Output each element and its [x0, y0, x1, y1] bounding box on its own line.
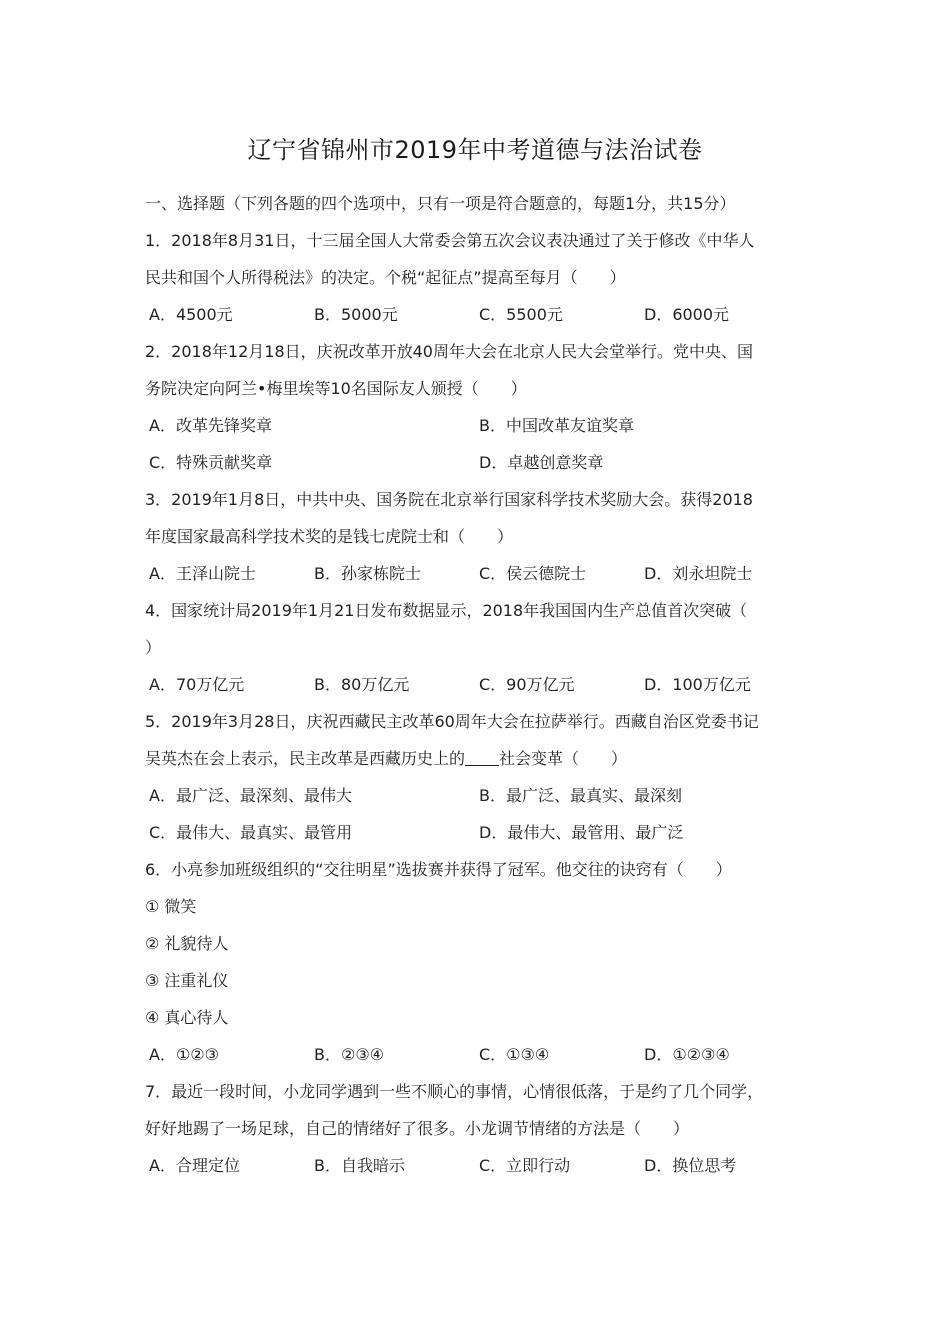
fill-in-blank — [465, 747, 499, 766]
option-b: B．自我暗示 — [314, 1156, 405, 1175]
question-5-stem-suffix: 社会变革（ ） — [499, 749, 628, 768]
option-d: D．刘永坦院士 — [644, 564, 753, 583]
question-2-stem-line-1: 2．2018年12月18日，庆祝改革开放40周年大会在北京人民大会堂举行。党中央、国 — [145, 342, 753, 361]
option-a: A．4500元 — [149, 305, 233, 324]
option-c: C．特殊贡献奖章 — [149, 453, 273, 472]
question-5-stem-prefix: 吴英杰在会上表示，民主改革是西藏历史上的 — [145, 749, 466, 768]
question-6-item-4: ④ 真心待人 — [145, 1008, 229, 1027]
question-1-stem-line-1: 1．2018年8月31日，十三届全国人大常委会第五次会议表决通过了关于修改《中华人 — [145, 231, 755, 250]
question-2-options — [145, 412, 810, 486]
question-3-stem-line-2: 年度国家最高科学技术奖的是钱七虎院士和（ ） — [145, 527, 514, 546]
question-6-item-1: ① 微笑 — [145, 897, 197, 916]
option-c: C．最伟大、最真实、最管用 — [149, 823, 353, 842]
page-title: 辽宁省锦州市2019年中考道德与法治试卷 — [247, 136, 703, 164]
option-d: D．卓越创意奖章 — [479, 453, 604, 472]
question-7-stem-line-1: 7．最近一段时间，小龙同学遇到一些不顺心的事情，心情很低落，于是约了几个同学， — [145, 1082, 764, 1101]
question-6-item-2: ② 礼貌待人 — [145, 934, 229, 953]
option-b: B．②③④ — [314, 1045, 385, 1064]
question-7-options — [145, 1152, 810, 1189]
option-d: D．100万亿元 — [644, 675, 751, 694]
option-c: C．立即行动 — [479, 1156, 571, 1175]
question-6-item-3: ③ 注重礼仪 — [145, 971, 229, 990]
option-c: C．侯云德院士 — [479, 564, 587, 583]
option-d: D．换位思考 — [644, 1156, 737, 1175]
question-3-options — [145, 560, 810, 597]
option-b: B．孙家栋院士 — [314, 564, 421, 583]
option-c: C．5500元 — [479, 305, 563, 324]
option-a: A．70万亿元 — [149, 675, 245, 694]
question-1-options — [145, 301, 810, 338]
question-5-options — [145, 782, 810, 856]
option-a: A．改革先锋奖章 — [149, 416, 272, 435]
option-a: A．王泽山院士 — [149, 564, 256, 583]
question-4-stem-line-2: ） — [145, 638, 162, 657]
option-a: A．最广泛、最深刻、最伟大 — [149, 786, 352, 805]
question-list — [145, 190, 810, 1189]
question-7-stem-line-2: 好好地踢了一场足球，自己的情绪好了很多。小龙调节情绪的方法是（ ） — [145, 1119, 690, 1138]
option-d: D．6000元 — [644, 305, 730, 324]
question-4-stem-line-1: 4．国家统计局2019年1月21日发布数据显示，2018年我国国内生产总值首次突破（ — [145, 601, 748, 620]
question-6-stem-line-1: 6．小亮参加班级组织的“交往明星”选拔赛并获得了冠军。他交往的诀窍有（ ） — [145, 860, 732, 879]
question-4-options — [145, 671, 810, 708]
question-6-options — [145, 1041, 810, 1078]
option-c: C．90万亿元 — [479, 675, 575, 694]
option-d: D．最伟大、最管用、最广泛 — [479, 823, 684, 842]
option-c: C．①③④ — [479, 1045, 550, 1064]
option-a: A．①②③ — [149, 1045, 219, 1064]
question-5-stem-line-1: 5．2019年3月28日，庆祝西藏民主改革60周年大会在拉萨举行。西藏自治区党委书记 — [145, 712, 759, 731]
question-1-stem-line-2: 民共和国个人所得税法》的决定。个税“起征点”提高至每月（ ） — [145, 268, 626, 287]
option-b: B．最广泛、最真实、最深刻 — [479, 786, 682, 805]
question-2-stem-line-2: 务院决定向阿兰•梅里埃等10名国际友人颁授（ ） — [145, 379, 527, 398]
question-3-stem-line-1: 3．2019年1月8日，中共中央、国务院在北京举行国家科学技术奖励大会。获得2018 — [145, 490, 753, 509]
option-b: B．中国改革友谊奖章 — [479, 416, 634, 435]
option-b: B．80万亿元 — [314, 675, 410, 694]
option-d: D．①②③④ — [644, 1045, 730, 1064]
option-b: B．5000元 — [314, 305, 398, 324]
option-a: A．合理定位 — [149, 1156, 240, 1175]
question-5-stem-line-2 — [145, 745, 810, 782]
section-header: 一、选择题（下列各题的四个选项中，只有一项是符合题意的，每题1分，共15分） — [145, 194, 736, 213]
